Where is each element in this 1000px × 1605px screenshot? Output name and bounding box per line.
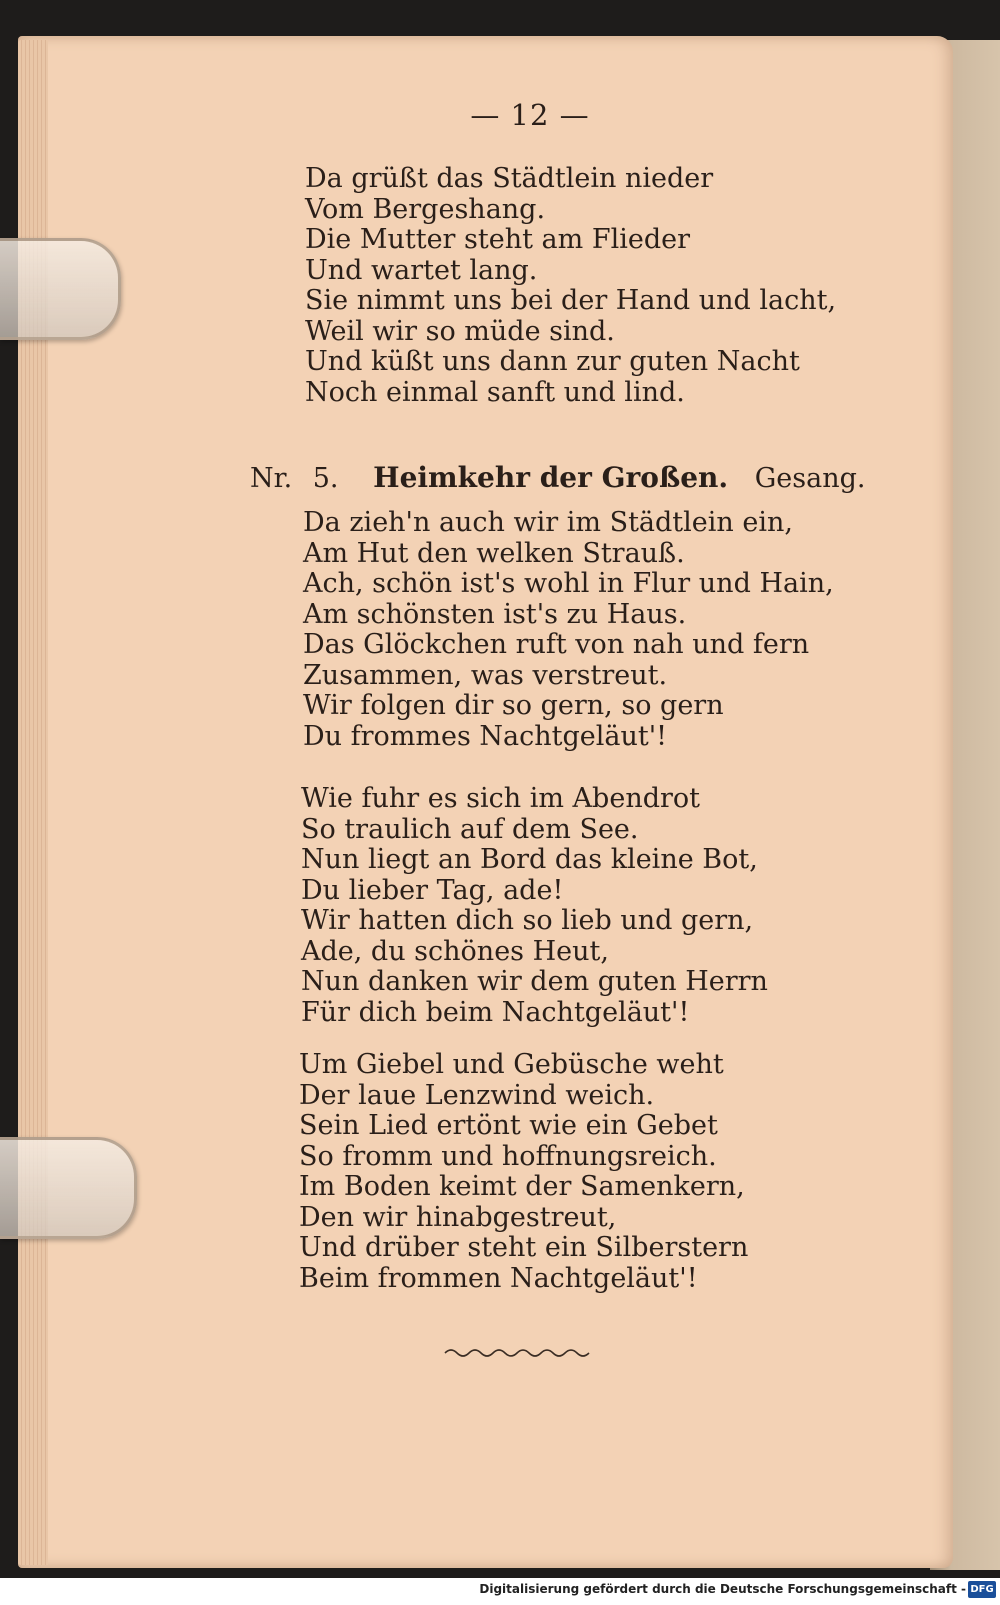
song-number: 5. [312,463,339,494]
song-nr-label: Nr. [250,463,293,494]
verse-line: Sie nimmt uns bei der Hand und lacht, [305,285,837,316]
verse-line: Und wartet lang. [305,254,538,286]
verse-line: Nun danken wir dem guten Herrn [301,966,768,997]
stanza-2 [301,784,768,1028]
verse-line: Noch einmal sanft und lind. [305,376,685,408]
song-heading [250,461,866,494]
verse-line: Im Boden keimt der Samenkern, [299,1171,745,1202]
verse-line: Du lieber Tag, ade! [301,874,564,906]
song-note: Gesang. [754,463,866,494]
verse-line: Nun liegt an Bord das kleine Bot, [301,844,758,875]
verse-line: Zusammen, was verstreut. [303,659,668,691]
verse-line: Ade, du schönes Heut, [301,935,609,967]
verse-line: So traulich auf dem See. [301,813,639,845]
footer-credit: Digitalisierung gefördert durch die Deutsche Forschungsgemeinschaft - [479,1582,966,1596]
verse-line: Ach, schön ist's wohl in Flur und Hain, [303,568,834,599]
song-title: Heimkehr der Großen. [373,461,729,494]
verse-line: Du frommes Nachtgeläut'! [303,720,667,752]
verse-line: Die Mutter steht am Flieder [305,224,690,255]
verse-line: Beim frommen Nachtgeläut'! [299,1262,698,1294]
verse-line: Am schönsten ist's zu Haus. [303,598,687,630]
verse-line: Da zieh'n auch wir im Städtlein ein, [303,507,793,538]
stanza-3 [299,1050,748,1294]
verse-line: Vom Bergeshang. [305,193,546,225]
dfg-logo: DFG [968,1581,996,1598]
verse-line: Wir folgen dir so gern, so gern [303,690,724,721]
verse-line: Wie fuhr es sich im Abendrot [301,783,701,814]
verse-line: So fromm und hoffnungsreich. [299,1140,717,1172]
verse-line: Das Glöckchen ruft von nah und fern [303,629,810,660]
verse-line: Sein Lied ertönt wie ein Gebet [299,1110,718,1141]
page-number: — 12 — [470,98,590,132]
verse-line: Der laue Lenzwind weich. [299,1079,655,1111]
verse-line: Am Hut den welken Strauß. [303,537,685,569]
verse-line: Da grüßt das Städtlein nieder [305,163,714,194]
stanza-1 [303,508,834,752]
verse-line: Für dich beim Nachtgeläut'! [301,996,690,1028]
verse-line: Und drüber steht ein Silberstern [299,1232,749,1263]
verse-line: Wir hatten dich so lieb und gern, [301,905,754,936]
verse-line: Um Giebel und Gebüsche weht [299,1049,724,1080]
verse-line: Den wir hinabgestreut, [299,1201,617,1233]
wavy-divider-icon [443,1345,593,1361]
verse-line: Und küßt uns dann zur guten Nacht [305,346,800,377]
verse-line: Weil wir so müde sind. [305,315,615,347]
stanza-intro [305,164,836,408]
